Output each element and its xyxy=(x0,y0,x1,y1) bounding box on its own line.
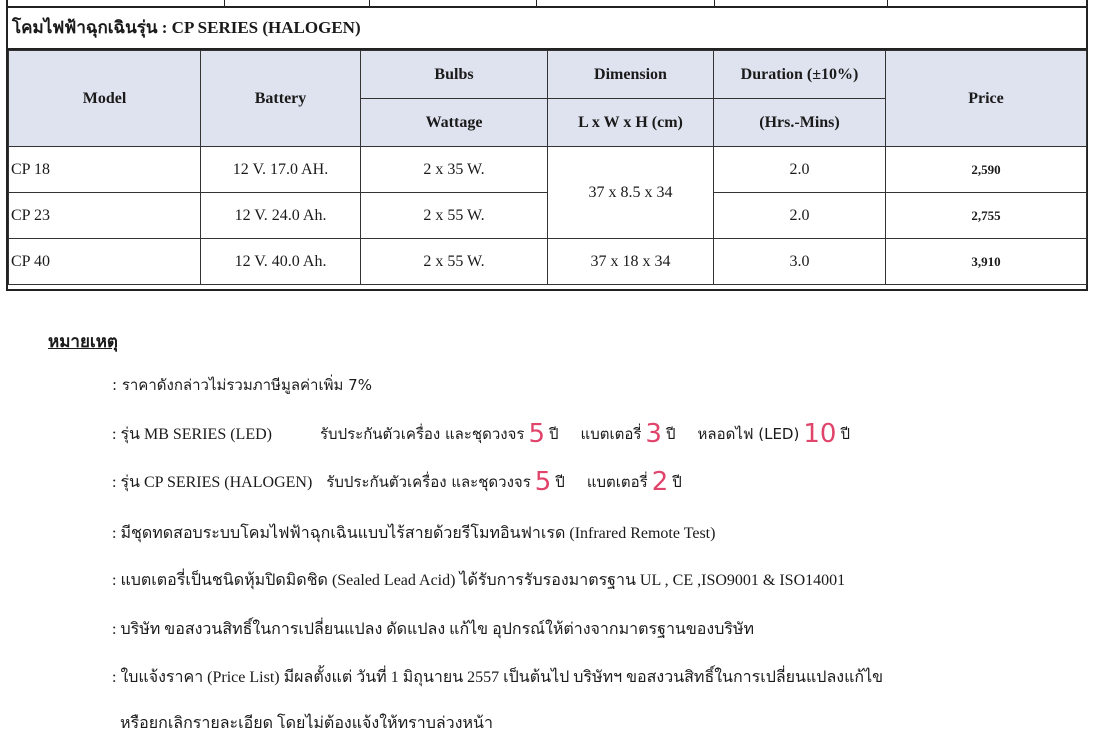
cell-battery: 12 V. 24.0 Ah. xyxy=(201,193,361,239)
header-duration: Duration (±10%) xyxy=(714,51,886,99)
previous-table-edge xyxy=(8,0,1086,8)
note-cp-model: : รุ่น CP SERIES (HALOGEN) xyxy=(112,474,313,491)
table-header-row xyxy=(9,51,1087,99)
cell-model: CP 23 xyxy=(9,193,201,239)
year-label: ปี xyxy=(665,425,676,443)
year-label: ปี xyxy=(672,473,682,491)
battery-label: แบตเตอรี่ xyxy=(580,425,642,443)
mb-battery-years: 3 xyxy=(645,419,662,449)
note-remote: : มีชุดทดสอบระบบโคมไฟฟ้าฉุกเฉินแบบไร้สายด้วยรีโมทอินฟาเรด (Infrared Remote Test) xyxy=(112,525,716,542)
header-dimension-sub: L x W x H (cm) xyxy=(548,99,714,147)
cell-wattage: 2 x 55 W. xyxy=(361,193,548,239)
header-duration-sub: (Hrs.-Mins) xyxy=(714,99,886,147)
note-mb-warranty-text: รับประกันตัวเครื่อง และชุดวงจร xyxy=(319,425,525,443)
table-row xyxy=(9,147,1087,193)
cell-wattage: 2 x 55 W. xyxy=(361,239,548,285)
cell-duration: 3.0 xyxy=(714,239,886,285)
note-battery-type: : แบตเตอรี่เป็นชนิดหุ้มปิดมิดชิด (Sealed Lead Acid) ได้รับการรับรองมาตรฐาน UL , CE ,ISO9001 & ISO14001 xyxy=(112,572,846,589)
cp-battery-years: 2 xyxy=(651,467,669,497)
note-mb-warranty xyxy=(112,419,850,449)
table-row xyxy=(9,239,1087,285)
lamp-label: หลอดไฟ (LED) xyxy=(697,425,800,443)
note-rights: : บริษัท ขอสงวนสิทธิ์ในการเปลี่ยนแปลง ดัดแปลง แก้ไข อุปกรณ์ให้ต่างจากมาตรฐานของบริษัท xyxy=(112,621,755,638)
cp-warranty-years: 5 xyxy=(534,467,552,497)
header-model: Model xyxy=(9,51,201,147)
cell-dimension: 37 x 8.5 x 34 xyxy=(548,147,714,239)
mb-lamp-years: 10 xyxy=(803,419,837,449)
battery-label: แบตเตอรี่ xyxy=(586,473,648,491)
note-price-list: : ใบแจ้งราคา (Price List) มีผลตั้งแต่ วันที่ 1 มิถุนายน 2557 เป็นต้นไป บริษัทฯ ขอสงวนสิทธิ์ในการเปลี่ยนแปลงแก้ไข xyxy=(112,669,884,686)
cell-model: CP 40 xyxy=(9,239,201,285)
note-cp-warranty-text: รับประกันตัวเครื่อง และชุดวงจร xyxy=(326,473,531,491)
cell-price: 3,910 xyxy=(886,239,1087,285)
spec-section xyxy=(6,0,1088,291)
cell-duration: 2.0 xyxy=(714,193,886,239)
series-title: โคมไฟฟ้าฉุกเฉินรุ่น : CP SERIES (HALOGEN) xyxy=(12,18,361,37)
header-battery: Battery xyxy=(201,51,361,147)
header-price: Price xyxy=(886,51,1087,147)
spec-table xyxy=(8,50,1087,285)
cell-price: 2,755 xyxy=(886,193,1087,239)
year-label: ปี xyxy=(555,473,565,491)
year-label: ปี xyxy=(840,425,850,443)
cell-wattage: 2 x 35 W. xyxy=(361,147,548,193)
header-dimension: Dimension xyxy=(548,51,714,99)
cell-duration: 2.0 xyxy=(714,147,886,193)
note-vat xyxy=(112,373,372,397)
header-wattage: Wattage xyxy=(361,99,548,147)
note-vat-text: : ราคาดังกล่าวไม่รวมภาษีมูลค่าเพิ่ม 7% xyxy=(112,376,372,394)
notes-heading: หมายเหตุ xyxy=(48,332,118,352)
header-bulbs: Bulbs xyxy=(361,51,548,99)
cell-model: CP 18 xyxy=(9,147,201,193)
cell-dimension: 37 x 18 x 34 xyxy=(548,239,714,285)
cell-battery: 12 V. 40.0 Ah. xyxy=(201,239,361,285)
mb-warranty-years: 5 xyxy=(528,419,545,449)
note-price-list-cont: หรือยกเลิกรายละเอียด โดยไม่ต้องแจ้งให้ทราบล่วงหน้า xyxy=(120,715,493,732)
note-mb-model: : รุ่น MB SERIES (LED) xyxy=(112,426,272,443)
cell-price: 2,590 xyxy=(886,147,1087,193)
cell-battery: 12 V. 17.0 AH. xyxy=(201,147,361,193)
note-cp-warranty xyxy=(112,467,682,497)
year-label: ปี xyxy=(549,425,559,443)
